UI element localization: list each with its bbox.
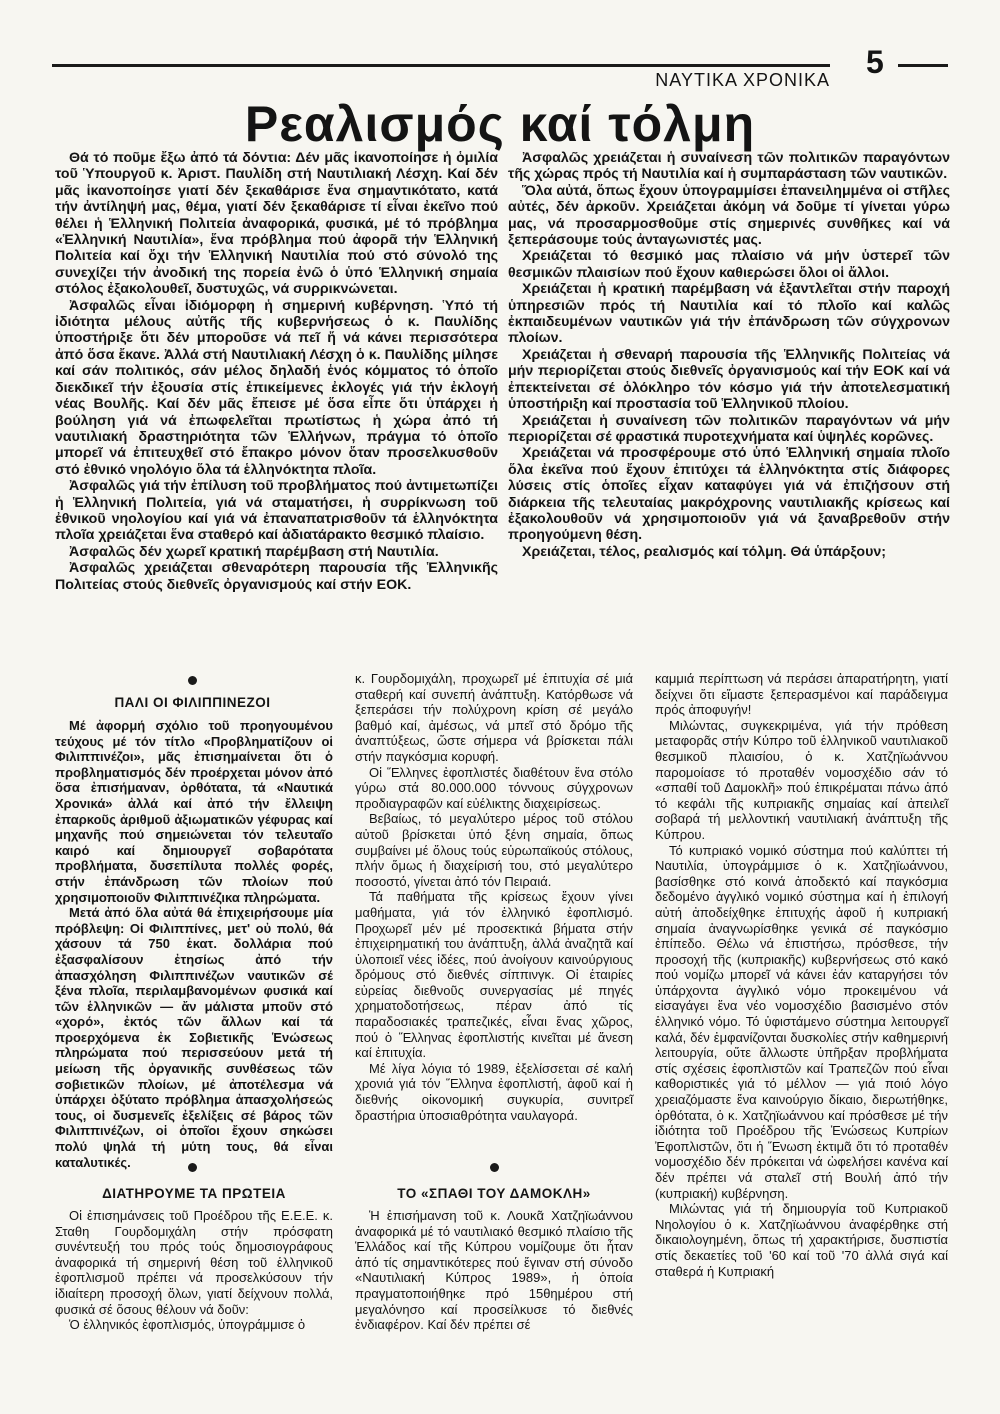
lead-paragraph: Ἀσφαλῶς χρειάζεται σθεναρότερη παρουσία τῆς Ἑλληνικῆς Πολιτείας στούς διεθνεῖς ὀργανισμούς καί στήν ΕΟΚ. (55, 560, 498, 593)
section-title-protia: ΔΙΑΤΗΡΟΥΜΕ ΤΑ ΠΡΩΤΕΙΑ (102, 1186, 286, 1201)
header-rule-right (898, 64, 948, 67)
lead-column-right (508, 150, 950, 560)
article-paragraph: Οἱ Ἕλληνες ἐφοπλιστές διαθέτουν ἕνα στόλο γύρω στά 80.000.000 τόννους σύγχρονων προδιαγραφῶν καί εὐέλικτης διαχειρίσεως. (355, 764, 633, 811)
article-paragraph: Μέ λίγα λόγια τό 1989, ἐξελίσσεται σέ καλή χρονιά γιά τόν Ἕλληνα ἐφοπλιστή, ἀφοῦ καί ἡ διεθνής οἰκονομική συγκυρία, συνιτρεῖ δραστήρια ὑποσιαθρότητα ναυλαγορά. (355, 1060, 633, 1123)
lead-paragraph: Χρειάζεται τό θεσμικό μας πλαίσιο νά μήν ὑστερεῖ τῶν θεσμικῶν πλαισίων πού ἔχουν καθιερώσει ὅλοι οἱ ἄλλοι. (508, 248, 950, 281)
page-number: 5 (866, 44, 884, 80)
section-title-damokles: ΤΟ «ΣΠΑΘΙ ΤΟΥ ΔΑΜΟΚΛΗ» (397, 1186, 591, 1201)
article-paragraph: καμμιά περίπτωση νά περάσει ἀπαρατήρητη, γιατί δείχνει ὅτι εἴμαστε ξεπερασμένοι καί παράδειγμα πρός ἀποφυγήν! (655, 671, 948, 718)
lead-paragraph: Χρειάζεται ἡ συναίνεση τῶν πολιτικῶν παραγόντων νά μήν περιορίζεται σέ φραστικά πυροτεχνήματα καί ὑψηλές κορῶνες. (508, 412, 950, 445)
article-paragraph: Μιλώντας γιά τή δημιουργία τοῦ Κυπριακοῦ Νηολογίου ὁ κ. Χατζηϊωάννου ἀναφέρθηκε στή δικαιολογημένη, ὅπως τή χαρακτήρισε, δυσπιστία στίς δεκαετίες τοῦ '60 καί τοῦ '70 ἀλλά σιγά καί σταθερά ἡ Κυπριακή (655, 1201, 948, 1279)
article-paragraph: κ. Γουρδομιχάλη, προχωρεῖ μέ ἐπιτυχία σέ μιά σταθερή καί συνεπή ἀνάπτυξη. Κατόρθωσε νά ξεπεράσει τήν πολύχρονη κρίση σέ μεγάλο βαθμό καί, ἀμέσως, νά μπεῖ στό δρόμο τῆς ἀναπτύξεως, ὥστε σήμερα νά βρίσκεται πάλι στήν παγκόσμια κορυφή. (355, 671, 633, 764)
lead-paragraph: Χρειάζεται νά προσφέρουμε στό ὑπό Ἑλληνική σημαία πλοῖο ὅλα ἐκεῖνα πού ἔχουν ἐπιτύχει τά ἑλληνόκτητα στίς διάφορες λύσεις στίς ὁποῖες εἶχαν καταφύγει γιά νά ἐπιζήσουν στή διάρκεια τῆς τελευταίας μακρόχρονης ναυτιλιακῆς κρίσεως καί ἐξακολουθοῦν νά χρησιμοποιοῦν γιά νά ξαναβρεθοῦν στήν προηγούμενη θέση. (508, 445, 950, 544)
column-middle-continuation (355, 671, 633, 1123)
lead-paragraph: Χρειάζεται ἡ σθεναρή παρουσία τῆς Ἑλληνικῆς Πολιτείας νά μήν περιορίζεται στούς διεθνεῖς ὀργανισμούς καί τήν ΕΟΚ καί νά ἐπεκτείνεται σέ ὁλόκληρο τόν κόσμο γιά τήν ἀποτελεσματική ὑποστήριξη καί προστασία τοῦ Ἑλληνικοῦ πλοίου. (508, 346, 950, 413)
lead-paragraph: Χρειάζεται ἡ κρατική παρέμβαση νά ἐξαντλεῖται στήν παροχή ὑπηρεσιῶν πρός τή Ναυτιλία καί τό πλοῖο καί καλῶς ἐκπαιδευμένων ναυτικῶν γιά τήν ἐπάνδρωση τῶν σύγχρονων πλοίων. (508, 281, 950, 347)
bullet-icon (490, 1163, 499, 1172)
article-paragraph: Μιλώντας, συγκεκριμένα, γιά τήν πρόθεση μεταφορᾶς στήν Κύπρο τοῦ ἑλληνικοῦ ναυτιλιακοῦ θεσμικοῦ πλαισίου, ὁ κ. Χατζηϊωάννου παρομοίασε τό προταθέν νομοσχέδιο σάν τό «σπαθί τοῦ Δαμοκλῆ» πού ἐπικρέμαται πάνω ἀπό τό κεφάλι τῆς κυπριακῆς σημαίας καί ἀπειλεῖ σοβαρά τή μελλοντική ναυτιλιακή ἀνάπτυξη τῆς Κύπρου. (655, 717, 948, 842)
lead-paragraph: Ἀσφαλῶς γιά τήν ἐπίλυση τοῦ προβλήματος πού ἀντιμετωπίζει ἡ Ἑλληνική Πολιτεία, γιά νά σταματήσει, ἡ συρρίκνωση τοῦ ἐθνικοῦ νηολογίου καί γιά νά ἐπαναπατρισθοῦν τά ἑλληνόκτητα πλοῖα χρειάζεται ἕνα σταθερό καί ἀδιατάρακτο θεσμικό πλαίσιο. (55, 478, 498, 544)
lead-paragraph: Ὅλα αὐτά, ὅπως ἔχουν ὑπογραμμίσει ἐπανειλημμένα οἱ στῆλες αὐτές, δέν ἀρκοῦν. Χρειάζεται ἀκόμη νά δοῦμε τί γίνεται γύρω μας, νά προσαρμοσθοῦμε στίς σημερινές συνθῆκες καί νά ξεπεράσουμε τούς ἀνταγωνιστές μας. (508, 182, 950, 249)
article-paragraph: Ὁ ἑλληνικός ἐφοπλισμός, ὑπογράμμισε ὁ (69, 1317, 306, 1333)
column-damokles (355, 1208, 633, 1333)
bullet-icon (188, 676, 197, 685)
column-protia (55, 1208, 333, 1333)
lead-paragraph: Ἀσφαλῶς δέν χωρεῖ κρατική παρέμβαση στή Ναυτιλία. (69, 543, 439, 560)
bullet-icon (188, 1163, 197, 1172)
lead-paragraph: Θά τό ποῦμε ἔξω ἀπό τά δόντια: Δέν μᾶς ἱκανοποίησε ἡ ὁμιλία τοῦ Ὑπουργοῦ κ. Ἀριστ. Παυλίδη στή Ναυτιλιακή Λέσχη. Καί δέν μᾶς ἱκανοποίησε γιατί δέν ξεκαθάρισε ἕνα σημαντικότατο, κατά τήν ἀντίληψή μας, θέμα, γιατί δέν ξεκαθάρισε τί εἶναι ἐκεῖνο πού θέλει ἡ Ἑλληνική Πολιτεία ἀναφορικά, φυσικά, μέ τό πρόβλημα «Ἑλληνική Ναυτιλία», ἕνα πρόβλημα πού ἀφορᾶ τήν Ἑλληνική Πολιτεία καί ὄχι τήν Ἑλληνική Ναυτιλία πού στό σύνολό της συνεχίζει τήν ἀνοδική της πορεία ἐνῶ ὁ ὑπό Ἑλληνική σημαία στόλος ἐξακολουθεῖ, δυστυχῶς, νά συρρικνώνεται. (55, 150, 498, 298)
header-rule-left (52, 64, 830, 67)
section-title-filipinos: ΠΑΛΙ ΟΙ ΦΙΛΙΠΠΙΝΕΖΟΙ (114, 695, 271, 710)
article-paragraph: Μετά ἀπό ὅλα αὐτά θά ἐπιχειρήσουμε μία πρόβλεψη: Οἱ Φιλιππίνες, μετ' οὐ πολύ, θά χάσουν τά 750 ἑκατ. δολλάρια πού ἐξασφαλίσουν ἐτησίως ἀπό τήν ἀπασχόληση Φιλιππινέζων ναυτικῶν σέ ξένα πλοῖα, περιλαμβανομένων φυσικά καί τῶν ἑλληνικῶν — ἄν μάλιστα μποῦν στό «χορό», ἐκτός τῶν ἄλλων καί τά προερχόμενα ἐκ Σοβιετικῆς Ἑνώσεως πληρώματα πού περισσεύουν μετά τή μείωση τῆς ὀργανικῆς συνθέσεως τῶν σοβιετικῶν πλοίων, μέ ἀποτέλεσμα νά ὑπάρχει ὀξύτατο πρόβλημα ἀπασχολήσεώς τους, οἱ δυσμενεῖς ἐξελίξεις σέ βάρος τῶν Φιλιππινέζων, οἱ ὁποῖοι ἔχουν σηκώσει πολύ ψηλά τή μύτη τους, θά εἶναι καταλυτικές. (55, 905, 333, 1170)
article-paragraph: Μέ ἀφορμή σχόλιο τοῦ προηγουμένου τεύχους μέ τόν τίτλο «Προβληματίζουν οἱ Φιλιππινέζοι», μᾶς ἐπισημαίνεται ὅτι ὁ προβληματισμός δέν προέρχεται μόνον ἀπό ὅσα ἐπισήμαναν, ὀρθότατα, τά «Ναυτικά Χρονικά» ἀλλά καί ἀπό τήν ἔλλειψη ἐπαρκοῦς ἀριθμοῦ ἀξιωματικῶν γέφυρας καί μηχανῆς πού σημειώνεται τόν τελευταῖο καιρό καί δημιουργεῖ σοβαρότατα προβλήματα, δυσεπίλυτα πολλές φορές, στήν ἐπάνδρωση τῶν πλοίων πού χρησιμοποιοῦν Φιλιππινέζικα πληρώματα. (55, 718, 333, 905)
lead-column-left (55, 150, 498, 593)
article-paragraph: Ἡ ἐπισήμανση τοῦ κ. Λουκᾶ Χατζηϊωάννου ἀναφορικά μέ τό ναυτιλιακό θεσμικό πλαίσιο τῆς Ἑλλάδος καί τῆς Κύπρου νομίζουμε ὅτι ἦταν ἀπό τίς σημαντικότερες πού ἔγιναν στή σύνοδο «Ναυτιλιακή Κύπρος 1989», ἡ ὁποία πραγματοποιήθηκε πρό 15θημέρου στή μεγαλόνησο καί προσείλκυσε τό διεθνές ἐνδιαφέρον. Καί δέν πρέπει σέ (355, 1208, 633, 1333)
column-filipinos (55, 718, 333, 1170)
lead-paragraph: Χρειάζεται, τέλος, ρεαλισμός καί τόλμη. Θά ὑπάρξουν; (522, 543, 886, 560)
article-paragraph: Τά παθήματα τῆς κρίσεως ἔχουν γίνει μαθήματα, γιά τόν ἑλληνικό ἐφοπλισμό. Προχωρεῖ μέν μέ προσεκτικά βήματα στήν ἐπιχειρηματική του ἀνάπτυξη, ἀλλά ἀναζητᾶ καί ὑλοποιεῖ νέες ἰδέες, πού ἀνοίγουν καινούργιους δρόμους στό διεθνές σίππινγκ. Οἱ ἑταιρίες εὐρείας διεθνοῦς συνεργασίας μέ πηγές χρηματοδοτήσεως, πέραν ἀπό τίς παραδοσιακές τραπεζικές, εἶναι ἕνας χῶρος, πού ὁ Ἕλληνας ἐφοπλιστής κινεῖται μέ ἄνεση καί ἐπιτυχία. (355, 889, 633, 1061)
column-right-continuation (655, 671, 948, 1279)
article-paragraph: Βεβαίως, τό μεγαλύτερο μέρος τοῦ στόλου αὐτοῦ βρίσκεται ὑπό ξένη σημαία, ὅπως συμβαίνει μέ ὅλους τούς εὐρωπαϊκούς στόλους, πλήν ὅμως ἡ διαχείρισή του, στό μεγαλύτερο ποσοστό, γίνεται ἀπό τόν Πειραιά. (355, 811, 633, 889)
article-paragraph: Οἱ ἐπισημάνσεις τοῦ Προέδρου τῆς Ε.Ε.Ε. κ. Σταθη Γουρδομιχάλη στήν πρόσφατη συνέντευξή του πρός τούς δημοσιογράφους ἀναφορικά τή σημερινή θέση τοῦ ἑλληνικοῦ ἐφοπλισμοῦ πρέπει νά προσελκύσουν τήν ἰδιαίτερη προσοχή ὅλων, γιατί δείχνουν πολλά, φυσικά σέ ὅσους θέλουν νά δοῦν: (55, 1208, 333, 1317)
headline: Ρεαλισμός καί τόλμη (244, 96, 756, 152)
article-paragraph: Τό κυπριακό νομικό σύστημα πού καλύπτει τή Ναυτιλία, ὑπογράμμισε ὁ κ. Χατζηϊωάννου, βασίσθηκε στό κοινά ἀποδεκτό καί παγκόσμια δεδομένο ἀγγλικό νομικό σύστημα καί ἡ ἐπιλογή αὐτή ἀποδείχθηκε ἐπιτυχής ἀφοῦ ἡ κυπριακή σημαία ἀναγνωρίσθηκε γενικά σέ παγκόσμιο ἐπίπεδο. Θέλω νά ἐπιστήσω, πρόσθεσε, τήν προσοχή τῆς (κυπριακῆς) κυβερνήσεως στό κακό πού νομίζω μπορεῖ νά κάνει ἐάν καταργήσει τόν ὑπάρχοντα ἀγγλικό νόμο προκειμένου νά εἰσαγάγει ἕνα νέο νομοσχέδιο βασισμένο στόν ἑλληνικό νόμο. Τό ὑφιστάμενο σύστημα λειτουργεῖ καλά, δέν ἐμφανίζονται δυσκολίες στήν καθημερινή λειτουργία, οὔτε ἄλλωστε ὑπῆρξαν προβλήματα στίς σχέσεις ἐφοπλιστῶν καί Τραπεζῶν πού εἶναι καθοριστικές γιά τό μέλλον — γιά ποιό λόγο χρειαζόμαστε ἕνα καινούργιο δίκαιο, διερωτήθηκε, ὀρθότατα, ὁ κ. Χατζηϊωάννου καί πρόσθεσε μέ τήν ἰδιότητα τοῦ Προέδρου τῆς Ἑνώσεως Κυπρίων Ἐφοπλιστῶν, ὅτι ἡ Ἕνωση ἐκτιμᾶ ὅτι τό προταθέν νομοσχέδιο δέν πρόκειται νά ὠφελήσει κανένα καί δέν πρέπει νά σταλεῖ στή Βουλή ἀπό τήν (κυπριακή) κυβέρνηση. (655, 842, 948, 1201)
lead-paragraph: Ἀσφαλῶς εἶναι ἰδιόμορφη ἡ σημερινή κυβέρνηση. Ὑπό τή ἰδιότητα μέλους αὐτῆς τῆς κυβερνήσεως ὁ κ. Παυλίδης ὑποστήριξε ὅτι δέν μποροῦσε νά πεῖ ἤ νά κάνει περισσότερα ἀπό ὅσα ἔκανε. Ἀλλά στή Ναυτιλιακή Λέσχη ὁ κ. Παυλίδης μίλησε καί σάν πολιτικός, σάν μέλος δηλαδή ἑνός κόμματος τό ὁποῖο διεκδικεῖ τήν ἐξουσία στίς ἐπικείμενες ἐκλογές γιά τήν ἐκλογή νέας Βουλῆς. Καί δέν μᾶς ἔπεισε μέ ὅσα εἶπε ὅτι ὑπάρχει ἡ βούληση γιά νά ἐπωφελεῖται πρωτίστως ἡ χώρα ἀπό τή ναυτιλιακή δραστηριότητα τῶν Ἑλλήνων, πράγμα τό ὁποῖο μπορεῖ νά ἐπιτευχθεῖ στό ἔπακρο μόνον ὅταν προσελκυσθοῦν στό ἐθνικό νηολόγιο ὅλα τά ἑλληνόκτητα πλοῖα. (55, 297, 498, 478)
masthead: ΝΑΥΤΙΚΑ ΧΡΟΝΙΚΑ (655, 70, 830, 90)
lead-paragraph: Ἀσφαλῶς χρειάζεται ἡ συναίνεση τῶν πολιτικῶν παραγόντων τῆς χώρας πρός τή Ναυτιλία καί ἡ συμπαράσταση τῶν ναυτικῶν. (508, 150, 950, 183)
